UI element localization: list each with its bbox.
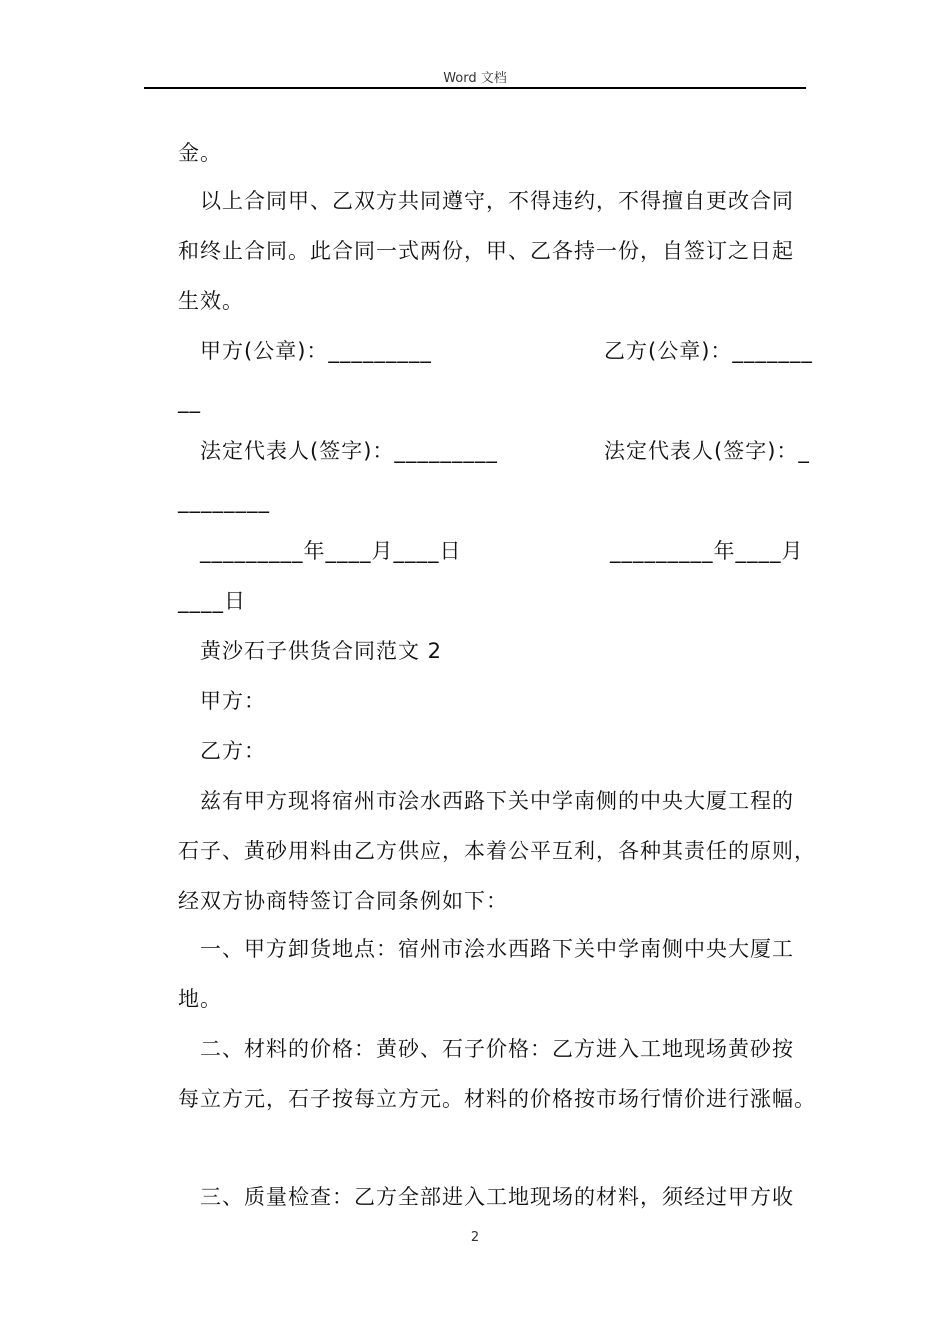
body-line: __: [178, 389, 201, 413]
party-a-seal-line: 甲方(公章)：_________: [200, 339, 432, 363]
party-b-representative-line: 法定代表人(签字)：_: [604, 439, 810, 463]
party-a-label: 甲方：: [200, 689, 266, 713]
body-line: 地。: [178, 987, 222, 1011]
body-line: 经双方协商特签订合同条例如下：: [178, 889, 508, 913]
party-b-seal-line: 乙方(公章)：_______: [604, 339, 813, 363]
party-b-label: 乙方：: [200, 739, 266, 763]
body-line: 每立方元，石子按每立方元。材料的价格按市场行情价进行涨幅。: [178, 1087, 816, 1111]
party-a-representative-line: 法定代表人(签字)：_________: [200, 439, 498, 463]
body-line: ________: [178, 489, 270, 513]
body-line: 生效。: [178, 289, 244, 313]
page-number: 2: [470, 1230, 480, 1245]
body-line: ____日: [178, 589, 246, 613]
body-line: 兹有甲方现将宿州市浍水西路下关中学南侧的中央大厦工程的: [200, 789, 794, 813]
body-line: 石子、黄砂用料由乙方供应，本着公平互利，各种其责任的原则，: [178, 839, 816, 863]
header-divider: [144, 87, 806, 89]
page-header: Word 文档: [443, 71, 507, 86]
clause-line: 三、质量检查：乙方全部进入工地现场的材料，须经过甲方收: [200, 1185, 794, 1209]
section-title: 黄沙石子供货合同范文 2: [200, 639, 443, 663]
body-line: 和终止合同。此合同一式两份，甲、乙各持一份，自签订之日起: [178, 239, 794, 263]
clause-line: 二、材料的价格：黄砂、石子价格：乙方进入工地现场黄砂按: [200, 1037, 794, 1061]
party-b-date-line: _________年____月: [610, 539, 804, 563]
body-line: 金。: [178, 141, 222, 165]
body-line: 以上合同甲、乙双方共同遵守，不得违约，不得擅自更改合同: [200, 189, 794, 213]
party-a-date-line: _________年____月____日: [200, 539, 462, 563]
clause-line: 一、甲方卸货地点：宿州市浍水西路下关中学南侧中央大厦工: [200, 937, 794, 961]
